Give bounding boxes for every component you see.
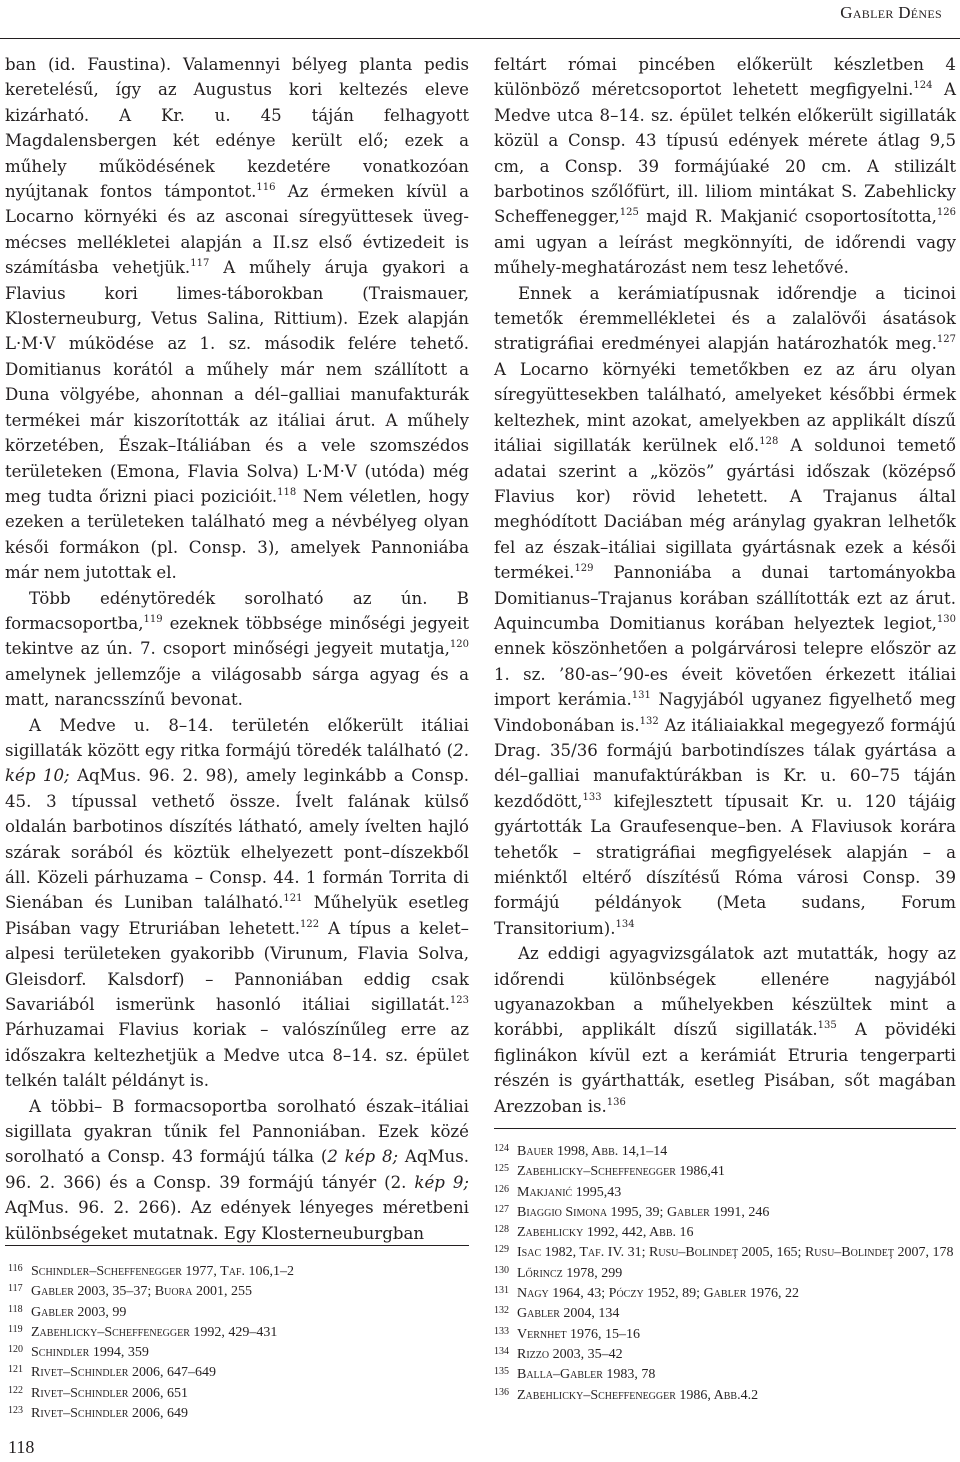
left-column [5, 52, 469, 1246]
footnote-ref[interactable]: 134 [615, 918, 635, 930]
footnote-number: 128 [494, 1224, 509, 1236]
text-run: ennek köszönhetően a polgárvárosi telepre először az 1. sz. ’80-as–’90-es éveit követően érkezett itáliai import kerámia. [494, 639, 956, 710]
text-run: ban (id. Faustina). Valamennyi bélyeg planta pedis keretelésű, így az Augustus kori keltezés eleve kizárható. A Kr. u. 45 táján felhagyott Magdalensbergen két edénye került elő; ezek a műhely működésének kezdetére vonatkozóan nyújtanak fontos támpontot. [5, 55, 469, 202]
text-run: Párhuzamai Flavius koriak – valószínűleg erre az időszakra keltezhetjük a Medve utca 8–14. sz. épület telkén talált példányt is. [5, 1020, 469, 1091]
footnote-citation: Bauer 1998, Abb. 14,1–14 [517, 1144, 668, 1159]
text-run: Nagyjából ugyanez figyelhető meg Vindobonában is. [494, 690, 956, 735]
header-author: Gabler Dénes [840, 3, 942, 22]
footnote-item [8, 1303, 468, 1323]
text-run: ami ugyan a leírást megkönnyíti, de időrendi vagy műhely-meghatározást nem tesz lehetővé. [494, 232, 956, 278]
left-paragraph-2 [5, 586, 469, 713]
text-run: A Locarno környéki temetőkben ez az áru olyan síregyüttesekben található, amelyeket későbbi érmek keltezhek, mint azokat, amelyekben az applikált díszű itáliai sigillaták kerülnek elő. [494, 359, 956, 456]
text-run: Ennek a kerámiatípusnak időrendje a ticinoi temetők éremmellékletei és a zalalövői ásatások stratigráfiai eredményei alapján határozhatók meg. [494, 283, 956, 354]
footnote-item [494, 1325, 956, 1345]
footnotes-left [8, 1262, 468, 1424]
footnote-ref[interactable]: 118 [277, 486, 297, 498]
footnote-citation: Zabehlicky–Scheffenegger 1992, 429–431 [31, 1324, 278, 1340]
footnote-citation: Schindler–Scheffenegger 1977, Taf. 106,1–2 [31, 1264, 294, 1279]
footnote-number: 127 [494, 1203, 509, 1215]
footnote-divider-left [5, 1245, 469, 1246]
footnote-citation: Zabehlicky 1992, 442, Abb. 16 [517, 1225, 694, 1241]
footnote-number: 121 [8, 1364, 23, 1376]
footnote-ref[interactable]: 122 [300, 918, 320, 930]
footnote-ref[interactable]: 119 [143, 613, 163, 625]
text-run: ezeknek többsége minőségi jegyeit tekintve az ún. 7. csoport minőségi jegyeit mutatja, [5, 613, 469, 659]
footnote-item [8, 1282, 468, 1302]
footnote-number: 126 [494, 1183, 509, 1195]
running-header [0, 0, 960, 39]
footnote-citation: Rivet–Schindler 2006, 647–649 [31, 1365, 216, 1381]
footnote-number: 129 [494, 1244, 509, 1256]
footnote-number: 133 [494, 1325, 509, 1337]
right-paragraph-3 [494, 941, 956, 1119]
footnote-item [494, 1386, 956, 1406]
footnote-citation: Rivet–Schindler 2006, 651 [31, 1385, 188, 1401]
footnote-number: 124 [494, 1143, 509, 1154]
footnote-number: 135 [494, 1366, 509, 1378]
footnote-item [494, 1264, 956, 1284]
footnote-citation: Nagy 1964, 43; Póczy 1952, 89; Gabler 1976, 22 [517, 1286, 799, 1302]
text-run: A műhely áruja gyakori a Flavius kori limes-táborokban (Traismauer, Klosterneuburg, Vetus Salina, Rittium). Ezek alapján L·M·V múködése az 1. sz. második felére tehető. Domitianus korától a műhely már nem szállított a Duna völgyébe, ahonnan a dél–galliai manufakturák termékei már kiszorították az itáliai árut. A műhely körzetében, Észak–Itáliában és a vele szomszédos területeken (Emona, Flavia Solva) L·M·V (utóda) még meg tudta őrizni piaci pozicióit. [5, 258, 469, 506]
figure-ref: 2 kép 8; [327, 1147, 399, 1167]
left-paragraph-1 [5, 52, 469, 586]
text-run: kifejlesztett típusait Kr. u. 120 tájáig gyártották La Graufesenque–ben. A Flaviusok korára tehetők – stratigráfiai megfigyelések alapján – a miénktől eltérő díszítésű Róma városi Consp. 39 formájú példányok (Meta sudans, Forum Transitorium). [494, 791, 956, 938]
footnote-ref[interactable]: 121 [283, 893, 303, 905]
footnote-ref[interactable]: 131 [631, 690, 651, 702]
footnote-item [494, 1203, 956, 1223]
footnote-ref[interactable]: 133 [582, 791, 602, 803]
footnote-item [8, 1404, 468, 1424]
footnote-number: 123 [8, 1405, 23, 1417]
text-run: Több edénytöredék sorolható az ún. B formacsoportba, [5, 588, 469, 633]
figure-ref: kép 9; [414, 1172, 470, 1192]
footnote-item [494, 1162, 956, 1182]
footnote-ref[interactable]: 130 [936, 613, 956, 625]
footnote-ref[interactable]: 136 [606, 1096, 626, 1108]
footnote-divider-right [494, 1128, 956, 1129]
footnote-item [494, 1304, 956, 1324]
text-run: A Medve utca 8–14. sz. épület telkén előkerült sigillaták közül a Consp. 43 típusú edények mérete átlag 9,5 cm, a Consp. 39 formájúaké 20 cm. A stilizált barbotinos szőlőfürt, ill. liliom mintákat S. Zabehlicky Scheffenegger, [494, 80, 956, 227]
text-run: Műhelyük esetleg Pisában vagy Etruriában lehetett. [5, 893, 469, 938]
footnote-ref[interactable]: 125 [619, 207, 639, 219]
footnote-item [8, 1262, 468, 1282]
footnote-ref[interactable]: 116 [256, 182, 276, 194]
footnote-citation: Vernhet 1976, 15–16 [517, 1326, 641, 1342]
left-paragraph-3 [5, 713, 469, 1094]
footnote-number: 125 [494, 1163, 509, 1175]
footnote-citation: Gabler 2004, 134 [517, 1306, 620, 1322]
left-paragraph-4 [5, 1094, 469, 1246]
figure-ref: 2. kép 10; [5, 740, 469, 786]
text-run: AqMus. 96. 2. 266). Az edények lényeges méretbeni különbségeket mutatnak. Egy Klosterneuburgban [5, 1198, 469, 1243]
text-run: A pövidéki figlinákon kívül ezt a kerámiát Etruria tengerparti részén is gyárthatták, esetleg Pisában, sőt magában Arezzoban is. [494, 1020, 956, 1116]
footnote-number: 131 [494, 1285, 509, 1297]
footnote-citation: Schindler 1994, 359 [31, 1345, 149, 1361]
footnote-citation: Zabehlicky–Scheffenegger 1986,41 [517, 1164, 725, 1180]
footnote-number: 134 [494, 1345, 509, 1357]
footnote-ref[interactable]: 126 [936, 207, 956, 219]
footnote-citation: Balla–Gabler 1983, 78 [517, 1367, 656, 1383]
footnote-ref[interactable]: 120 [449, 639, 469, 651]
right-paragraph-2 [494, 281, 956, 942]
right-column [494, 52, 956, 1119]
footnote-number: 136 [494, 1386, 509, 1398]
text-run: AqMus. 96. 2. 366) és a Consp. 39 formájú tányér (2. [5, 1147, 469, 1192]
footnote-ref[interactable]: 127 [936, 334, 956, 346]
footnote-citation: Gabler 2003, 35–37; Buora 2001, 255 [31, 1284, 252, 1300]
footnote-number: 118 [8, 1303, 23, 1315]
footnote-citation: Makjanić 1995,43 [517, 1184, 622, 1200]
text-run: amelynek jellemzője a világosabb sárga agyag és a matt, narancsszínű bevonat. [5, 664, 469, 710]
footnote-ref[interactable]: 117 [190, 258, 210, 270]
text-run: Az itáliaiakkal megegyező formájú Drag. 35/36 formájú barbotindíszes tálak gyártása a dél–galliai manufaktúrákban is Kr. u. 60–75 táján kezdődött, [494, 715, 956, 811]
footnote-ref[interactable]: 124 [913, 80, 933, 92]
text-run: AqMus. 96. 2. 98), amely leginkább a Consp. 45. 3 típussal vethető össze. Ívelt falának külső oldalán barbotinos díszítés látható, amely ívelten hajló szárak sorából és köztük elhelyezett pont–díszekből áll. Közeli párhuzama – Consp. 44. 1 formán Torrita di Sienában és Luniban található. [5, 766, 469, 913]
text-run: A többi– B formacsoportba sorolható észak–itáliai sigillata gyakran tűnik fel Pannoniában. Ezek közé sorolható a Consp. 43 formájú tálka ( [5, 1096, 469, 1167]
footnote-number: 117 [8, 1283, 23, 1295]
footnote-ref[interactable]: 129 [574, 563, 594, 575]
footnote-ref[interactable]: 132 [639, 715, 659, 727]
text-run: majd R. Makjanić csoportosította, [638, 207, 937, 227]
right-paragraph-1 [494, 52, 956, 281]
footnote-citation: Isac 1982, Taf. IV. 31; Rusu–Bolindeţ 2005, 165; Rusu–Bolindeţ 2007, 178 [517, 1245, 954, 1261]
footnote-citation: Lőrincz 1978, 299 [517, 1265, 623, 1281]
text-run: A soldunoi temető adatai szerint a „közös” gyártási időszak (középső Flavius kor) rövid lehetett. A Trajanus által meghódított Daciában még aránylag gyakran lelhetők fel az észak–itáliai sigillata gyártásnak ezek a késői termékei. [494, 436, 956, 583]
footnote-citation: Biaggio Simona 1995, 39; Gabler 1991, 246 [517, 1204, 770, 1220]
text-run: A típus a kelet–alpesi területeken gyakoribb (Virunum, Flavia Solva, Gleisdorf. Kalsdorf) – Pannoniában eddig csak Savariából ismerünk hasonló itáliai sigillatát. [5, 918, 469, 1015]
footnote-citation: Gabler 2003, 99 [31, 1304, 127, 1320]
footnotes-right [494, 1142, 956, 1406]
text-run: Nem véletlen, hogy ezeken a területeken található meg a névbélyeg olyan késői formákon (pl. Consp. 3), amelyek Pannoniába már nem jutottak el. [5, 486, 469, 583]
text-run: feltárt római pincében előkerült készletben 4 különböző méretcsoportot lehetett megfigyelni. [494, 55, 956, 100]
footnote-number: 130 [494, 1264, 509, 1276]
footnote-item [8, 1384, 468, 1404]
footnote-item [494, 1183, 956, 1203]
footnote-number: 120 [8, 1344, 23, 1356]
footnote-item [494, 1345, 956, 1365]
footnote-citation: Rizzo 2003, 35–42 [517, 1346, 623, 1362]
footnote-item [494, 1142, 956, 1162]
footnote-item [494, 1365, 956, 1385]
footnote-ref[interactable]: 128 [759, 436, 779, 448]
footnote-ref[interactable]: 123 [449, 995, 469, 1007]
footnote-citation: Rivet–Schindler 2006, 649 [31, 1406, 188, 1422]
page-number: 118 [8, 1437, 35, 1457]
text-run: Pannoniába a dunai tartományokba Domitianus–Trajanus korában szállították ezt az árut. Aquincumba Domitianus korában helyeztek legiot, [494, 563, 956, 633]
text-run: Az eddigi agyagvizsgálatok azt mutatták, hogy az időrendi különbségek ellenére nagyjából ugyanazokban a műhelyekben készültek mint a korábbi, applikált díszű sigillaták. [494, 944, 956, 1040]
footnote-item [8, 1323, 468, 1343]
footnote-item [494, 1284, 956, 1304]
footnote-number: 132 [494, 1305, 509, 1317]
text-run: Az érmeken kívül a Locarno környéki és az asconai síregyüttesek üveg-mécses mellékletei alapján a II.sz első évtizedeit is számításba vehetjük. [5, 182, 469, 278]
footnote-number: 122 [8, 1384, 23, 1396]
footnote-item [8, 1343, 468, 1363]
footnote-item [8, 1363, 468, 1383]
footnote-item [494, 1243, 956, 1263]
text-run: A Medve u. 8–14. területén előkerült itáliai sigillaták között egy ritka formájú töredék található ( [5, 715, 469, 760]
footnote-ref[interactable]: 135 [817, 1020, 837, 1032]
footnote-number: 119 [8, 1323, 23, 1335]
footnote-citation: Zabehlicky–Scheffenegger 1986, Abb.4.2 [517, 1387, 759, 1403]
footnote-item [494, 1223, 956, 1243]
footnote-number: 116 [8, 1263, 23, 1274]
